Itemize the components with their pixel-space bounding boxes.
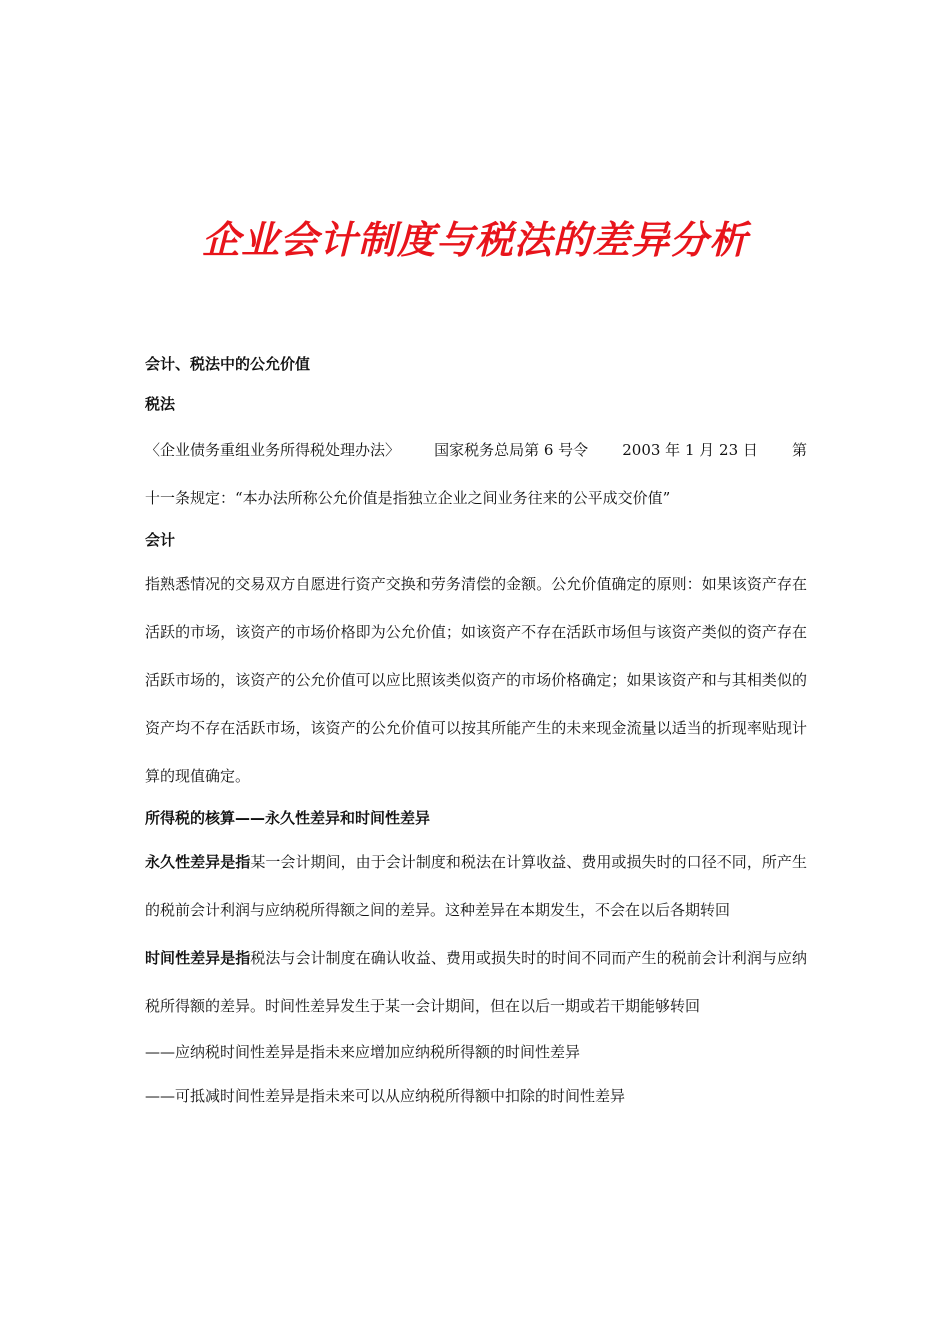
section-heading-fair-value: 会计、税法中的公允价值: [145, 355, 311, 373]
accounting-heading: 会计: [145, 531, 176, 549]
tax-law-citation-line: [145, 426, 807, 474]
permanent-difference-term: 永久性差异是指: [145, 853, 251, 871]
section-heading-income-tax: 所得税的核算——永久性差异和时间性差异: [145, 809, 431, 827]
accounting-definition: 指熟悉情况的交易双方自愿进行资产交换和劳务清偿的金额。公允价值确定的原则：如果该资产存在活跃的市场，该资产的市场价格即为公允价值；如该资产不存在活跃市场但与该资产类似的资产存在活跃市场的，该资产的公允价值可以应比照该类似资产的市场价格确定；如果该资产和与其相类似的资产均不存在活跃市场，该资产的公允价值可以按其所能产生的未来现金流量以适当的折现率贴现计算的现值确定。: [145, 575, 807, 785]
article-prefix: 第: [791, 441, 807, 459]
regulation-issuer: 国家税务总局第 6 号令: [434, 441, 589, 459]
timing-difference-term: 时间性差异是指: [145, 949, 251, 967]
document-title: 企业会计制度与税法的差异分析: [201, 218, 748, 262]
tax-law-definition: [145, 474, 807, 522]
timing-difference-text: 税法与会计制度在确认收益、费用或损失时的时间不同而产生的税前会计利润与应纳税所得额的差异。时间性差异发生于某一会计期间，但在以后一期或若干期能够转回: [145, 949, 807, 1015]
regulation-name: 〈企业债务重组业务所得税处理办法〉: [145, 441, 401, 459]
permanent-difference-text: 某一会计期间，由于会计制度和税法在计算收益、费用或损失时的口径不同，所产生的税前会计利润与应纳税所得额之间的差异。这种差异在本期发生，不会在以后各期转回: [145, 853, 807, 919]
deductible-timing-difference-item: ——可抵减时间性差异是指未来可以从应纳税所得额中扣除的时间性差异: [145, 1087, 626, 1105]
taxable-timing-difference-item: ——应纳税时间性差异是指未来应增加应纳税所得额的时间性差异: [145, 1043, 581, 1061]
document-body: [145, 346, 807, 1118]
tax-law-definition-text: 十一条规定：“本办法所称公允价值是指独立企业之间业务往来的公平成交价值”: [145, 489, 671, 507]
tax-law-heading: 税法: [145, 395, 176, 413]
timing-difference-paragraph: [145, 934, 807, 1030]
permanent-difference-paragraph: [145, 838, 807, 934]
regulation-date: 2003 年 1 月 23 日: [622, 441, 758, 459]
